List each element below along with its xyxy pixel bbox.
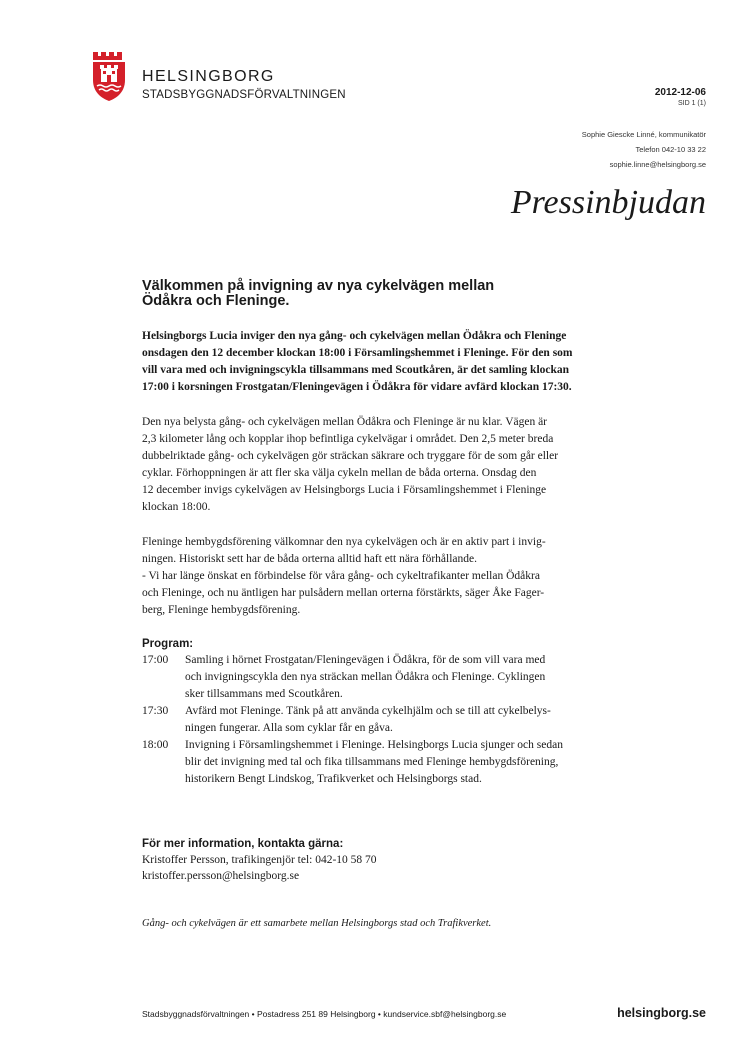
contact-email[interactable]: kristoffer.persson@helsingborg.se bbox=[142, 870, 300, 882]
body-line: dubbelriktade gång- och cykelvägen gör sträckan säkrare och tryggare för de som går eller bbox=[142, 450, 559, 462]
page-number: SID 1 (1) bbox=[677, 100, 706, 107]
program-time: 17:30 bbox=[142, 705, 169, 717]
sender-email[interactable]: sophie.linne@helsingborg.se bbox=[609, 160, 706, 169]
headline-line: Välkommen på invigning av nya cykelvägen mellan bbox=[142, 278, 495, 294]
org-name: HELSINGBORG bbox=[142, 68, 275, 85]
body-paragraph-2 bbox=[142, 534, 612, 619]
body-paragraph-1 bbox=[142, 414, 612, 516]
body-line: och Fleninge, och nu äntligen har pulsådern mellan orterna förstärkts, säger Åke Fager- bbox=[142, 587, 545, 599]
program-line: historikern Bengt Lindskog, Trafikverket och Helsingborgs stad. bbox=[185, 773, 482, 785]
program-heading: Program: bbox=[142, 638, 194, 650]
sender-contact bbox=[582, 127, 706, 172]
document-type: Pressinbjudan bbox=[510, 184, 706, 221]
headline-line: Ödåkra och Fleninge. bbox=[142, 293, 290, 309]
program-description bbox=[185, 652, 612, 703]
body-line: cyklar. Förhoppningen är att fler ska välja cykeln mellan de båda orterna. Onsdag den bbox=[142, 467, 537, 479]
press-release-body bbox=[142, 279, 612, 932]
collaboration-note: Gång- och cykelvägen är ett samarbete mellan Helsingborgs stad och Trafikverket. bbox=[142, 918, 492, 929]
body-line: Fleninge hembygdsförening välkomnar den nya cykelvägen och är en aktiv part i invig- bbox=[142, 536, 546, 548]
contact-person: Kristoffer Persson, trafikingenjör tel: 042-10 58 70 bbox=[142, 854, 377, 866]
footer-address: Stadsbyggnadsförvaltningen • Postadress 251 89 Helsingborg • kundservice.sbf@helsingborg.se bbox=[142, 1009, 507, 1019]
program-line: och invigningscykla den nya sträckan mellan Ödåkra och Fleninge. Cyklingen bbox=[185, 671, 546, 683]
program-line: Avfärd mot Fleninge. Tänk på att använda cykelhjälm och se till att cykelbelys- bbox=[185, 705, 551, 717]
body-line: berg, Fleninge hembygdsförening. bbox=[142, 604, 301, 616]
body-line: - Vi har länge önskat en förbindelse för våra gång- och cykeltrafikanter mellan Ödåkra bbox=[142, 570, 540, 582]
body-line: Den nya belysta gång- och cykelvägen mellan Ödåkra och Fleninge är nu klar. Vägen är bbox=[142, 416, 548, 428]
sender-phone: Telefon 042-10 33 22 bbox=[635, 145, 706, 154]
sender-name: Sophie Giescke Linné, kommunikatör bbox=[581, 130, 706, 139]
lead-line: Helsingborgs Lucia inviger den nya gång- och cykelvägen mellan Ödåkra och Fleninge bbox=[142, 330, 567, 342]
program-item bbox=[142, 737, 612, 788]
org-department: STADSBYGGNADSFÖRVALTNINGEN bbox=[142, 89, 346, 101]
footer-website-link[interactable]: helsingborg.se bbox=[617, 1006, 706, 1020]
program-line: blir det invigning med tal och fika tillsammans med Fleninge hembygdsförening, bbox=[185, 756, 559, 768]
program-line: ningen fungerar. Alla som cyklar får en gåva. bbox=[185, 722, 393, 734]
contact-heading: För mer information, kontakta gärna: bbox=[142, 838, 344, 850]
program-description bbox=[185, 703, 612, 737]
program-time: 18:00 bbox=[142, 739, 169, 751]
lead-paragraph bbox=[142, 328, 612, 396]
program-item bbox=[142, 652, 612, 703]
program-item bbox=[142, 703, 612, 737]
body-line: 12 december invigs cykelvägen av Helsingborgs Lucia i Församlingshemmet i Fleninge bbox=[142, 484, 547, 496]
program-line: Invigning i Församlingshemmet i Fleninge. Helsingborgs Lucia sjunger och sedan bbox=[185, 739, 563, 751]
headline bbox=[142, 279, 612, 309]
program-time: 17:00 bbox=[142, 654, 169, 666]
program-line: Samling i hörnet Frostgatan/Fleningevägen i Ödåkra, för de som vill vara med bbox=[185, 654, 546, 666]
helsingborg-coat-of-arms-icon bbox=[91, 50, 127, 102]
body-line: klockan 18:00. bbox=[142, 501, 211, 513]
lead-line: 17:00 i korsningen Frostgatan/Fleningevägen i Ödåkra för vidare avfärd klockan 17:30. bbox=[142, 381, 572, 393]
lead-line: onsdagen den 12 december klockan 18:00 i Församlingshemmet i Fleninge. För den som bbox=[142, 347, 573, 359]
document-date: 2012-12-06 bbox=[654, 87, 706, 98]
body-line: 2,3 kilometer lång och kopplar ihop befintliga cykelvägar i området. Den 2,5 meter breda bbox=[142, 433, 554, 445]
lead-line: vill vara med och invigningscykla tillsammans med Scoutkåren, är det samling klockan bbox=[142, 364, 570, 376]
program-line: sker tillsammans med Scoutkåren. bbox=[185, 688, 343, 700]
body-line: ningen. Historiskt sett har de båda orterna alltid haft ett nära förhållande. bbox=[142, 553, 477, 565]
program-description bbox=[185, 737, 612, 788]
